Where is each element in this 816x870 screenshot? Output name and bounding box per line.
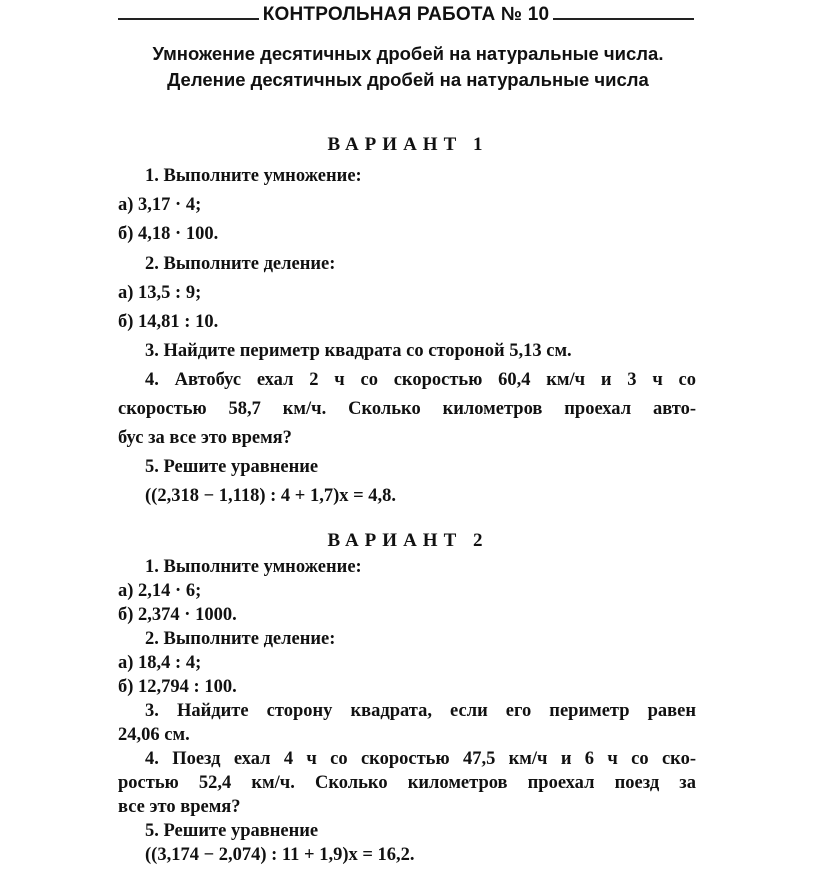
v1-task-5: 5. Решите уравнение <box>145 457 319 477</box>
v1-task-2a: а) 13,5 : 9; <box>118 283 202 303</box>
variant-1-title: ВАРИАНТ 1 <box>327 134 489 155</box>
header-rule-left <box>118 18 259 20</box>
v1-task-4-line-2: скоростью 58,7 км/ч. Сколько километров проехал авто- <box>118 399 696 419</box>
v2-task-1: 1. Выполните умножение: <box>145 557 362 577</box>
v1-task-3: 3. Найдите периметр квадрата со стороной 5,13 см. <box>145 341 572 361</box>
v1-task-1b: б) 4,18 · 100. <box>118 224 219 244</box>
v1-task-4-line-1: 4. Автобус ехал 2 ч со скоростью 60,4 км/ч и 3 ч со <box>145 370 696 390</box>
header-rule-right <box>553 18 694 20</box>
v1-task-2b: б) 14,81 : 10. <box>118 312 219 332</box>
subtitle-line-1: Умножение десятичных дробей на натуральные числа. <box>152 43 664 64</box>
v2-task-2a: а) 18,4 : 4; <box>118 653 202 673</box>
v2-task-2b: б) 12,794 : 100. <box>118 677 237 697</box>
v2-task-2: 2. Выполните деление: <box>145 629 336 649</box>
v1-task-5-equation: ((2,318 − 1,118) : 4 + 1,7)x = 4,8. <box>145 486 397 506</box>
subtitle-line-2: Деление десятичных дробей на натуральные числа <box>167 69 649 90</box>
v2-task-4-line-3: все это время? <box>118 797 241 817</box>
variant-2-title: ВАРИАНТ 2 <box>327 530 489 551</box>
v2-task-4-line-2: ростью 52,4 км/ч. Сколько километров проехал поезд за <box>118 773 696 793</box>
header-row <box>118 2 694 28</box>
v2-task-5: 5. Решите уравнение <box>145 821 319 841</box>
v2-task-4-line-1: 4. Поезд ехал 4 ч со скоростью 47,5 км/ч и 6 ч со ско- <box>145 749 696 769</box>
v2-task-3-line-1: 3. Найдите сторону квадрата, если его периметр равен <box>145 701 696 721</box>
v1-task-1a: а) 3,17 · 4; <box>118 195 202 215</box>
v2-task-3-line-2: 24,06 см. <box>118 725 190 745</box>
v1-task-1: 1. Выполните умножение: <box>145 166 362 186</box>
v2-task-1b: б) 2,374 · 1000. <box>118 605 237 625</box>
v2-task-1a: а) 2,14 · 6; <box>118 581 202 601</box>
v1-task-2: 2. Выполните деление: <box>145 254 336 274</box>
v2-task-5-equation: ((3,174 − 2,074) : 11 + 1,9)x = 16,2. <box>145 845 415 865</box>
v1-task-4-line-3: бус за все это время? <box>118 428 292 448</box>
page-title: КОНТРОЛЬНАЯ РАБОТА № 10 <box>262 4 550 25</box>
